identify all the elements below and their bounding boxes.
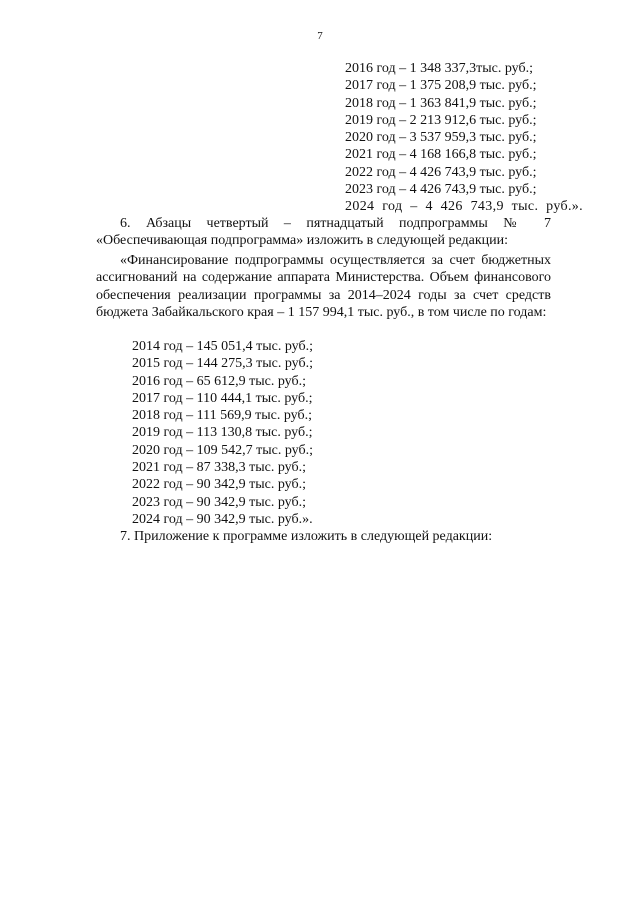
list-item: 2024 год – 90 342,9 тыс. руб.». [132,511,313,527]
list-item: 2017 год – 1 375 208,9 тыс. руб.; [345,78,537,94]
list-item: 2020 год – 109 542,7 тыс. руб.; [132,442,313,458]
list-item: 2019 год – 2 213 912,6 тыс. руб.; [345,112,537,128]
list-item: 2022 год – 90 342,9 тыс. руб.; [132,477,306,493]
list-item: 2019 год – 113 130,8 тыс. руб.; [132,425,313,441]
list-item: 2018 год – 111 569,9 тыс. руб.; [132,408,312,424]
list-item: 2021 год – 87 338,3 тыс. руб.; [132,460,306,476]
list-item: 2016 год – 1 348 337,3тыс. руб.; [345,61,533,76]
subprogram-funding-list [132,338,313,528]
paragraph-7: 7. Приложение к программе изложить в следующей редакции: [120,529,493,544]
list-item: 2021 год – 4 168 166,8 тыс. руб.; [345,147,537,163]
list-item: 2023 год – 4 426 743,9 тыс. руб.; [345,182,537,198]
page-number: 7 [317,30,323,42]
program-funding-list [345,60,583,216]
paragraph-6: 6. Абзацы четвертый – пятнадцатый подпрограммы № 7 «Обеспечивающая подпрограмма» изложить в следующей редакции: [96,216,551,249]
list-item: 2022 год – 4 426 743,9 тыс. руб.; [345,164,537,180]
list-item: 2016 год – 65 612,9 тыс. руб.; [132,373,306,389]
list-item: 2024 год – 4 426 743,9 тыс. руб.». [345,199,584,215]
paragraph-financing-quote: «Финансирование подпрограммы осуществляется за счет бюджетных ассигнований на содержание аппарата Министерства. Объем финансового обеспечения реализации программы за 2014–2024 годы за счет средств бюджета Забайкальского края – 1 157 994,1 тыс. руб., в том числе по годам: [96,253,551,320]
list-item: 2018 год – 1 363 841,9 тыс. руб.; [345,95,537,111]
list-item: 2020 год – 3 537 959,3 тыс. руб.; [345,130,537,146]
list-item: 2023 год – 90 342,9 тыс. руб.; [132,494,306,510]
list-item: 2017 год – 110 444,1 тыс. руб.; [132,390,313,406]
list-item: 2015 год – 144 275,3 тыс. руб.; [132,356,313,372]
list-item: 2014 год – 145 051,4 тыс. руб.; [132,339,313,354]
